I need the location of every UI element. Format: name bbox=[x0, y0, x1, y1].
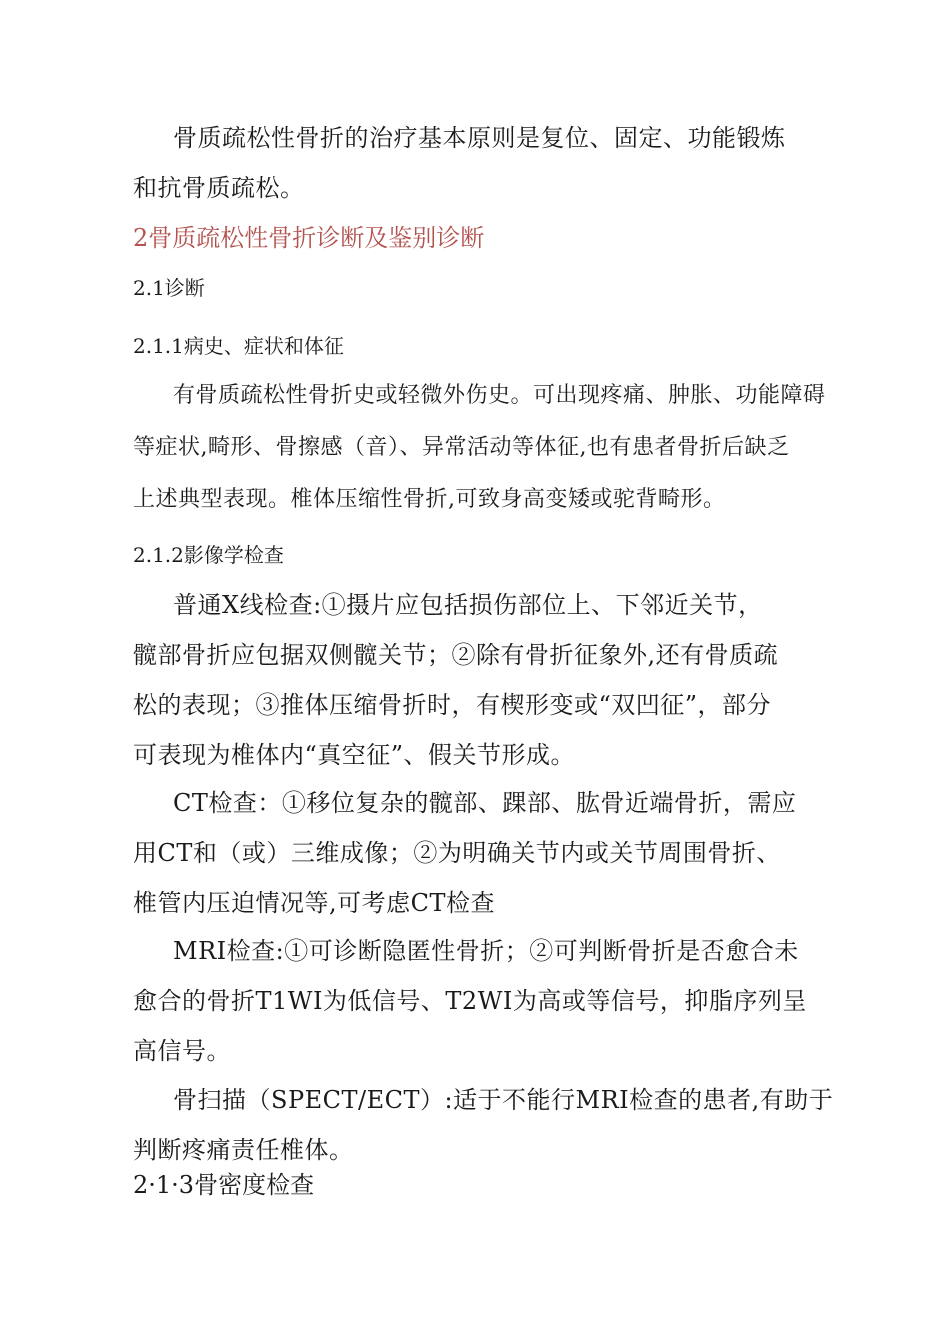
paragraph-line: CT检查：①移位复杂的髋部、踝部、肱骨近端骨折，需应 bbox=[173, 789, 797, 817]
paragraph-line: 椎管内压迫情况等,可考虑CT检查 bbox=[133, 889, 495, 917]
paragraph-treatment-principles bbox=[133, 113, 833, 213]
paragraph-line: 愈合的骨折T1WI为低信号、T2WI为高或等信号，抑脂序列呈 bbox=[133, 987, 807, 1015]
section-heading-2-1-1: 2.1.1病史、症状和体征 bbox=[133, 334, 344, 358]
paragraph-line: 普通X线检查:①摄片应包括损伤部位上、下邻近关节， bbox=[173, 591, 763, 619]
section-heading-2-1: 2.1诊断 bbox=[133, 276, 205, 300]
paragraph-ct bbox=[133, 778, 833, 928]
paragraph-line: 有骨质疏松性骨折史或轻微外伤史。可出现疼痛、肿胀、功能障碍 bbox=[173, 383, 826, 408]
paragraph-history-symptoms bbox=[133, 370, 833, 526]
paragraph-line: 松的表现；③推体压缩骨折时，有楔形变或“双凹征”，部分 bbox=[133, 691, 772, 719]
paragraph-bone-scan bbox=[133, 1075, 833, 1175]
paragraph-mri bbox=[133, 926, 833, 1076]
section-heading-2-1-3: 2·1·3骨密度检查 bbox=[133, 1171, 315, 1199]
paragraph-line: 和抗骨质疏松。 bbox=[133, 174, 305, 202]
paragraph-line: 骨扫描（SPECT/ECT）:适于不能行MRI检查的患者,有助于 bbox=[173, 1086, 834, 1114]
section-heading-2: 2骨质疏松性骨折诊断及鉴别诊断 bbox=[133, 224, 485, 252]
paragraph-line: 用CT和（或）三维成像；②为明确关节内或关节周围骨折、 bbox=[133, 839, 781, 867]
paragraph-line: 等症状,畸形、骨擦感（音）、异常活动等体征,也有患者骨折后缺乏 bbox=[133, 435, 790, 460]
paragraph-line: MRI检查:①可诊断隐匿性骨折；②可判断骨折是否愈合未 bbox=[173, 937, 799, 965]
paragraph-line: 高信号。 bbox=[133, 1037, 231, 1065]
paragraph-line: 可表现为椎体内“真空征”、假关节形成。 bbox=[133, 741, 576, 769]
paragraph-xray bbox=[133, 580, 833, 780]
paragraph-line: 髋部骨折应包据双侧髋关节；②除有骨折征象外,还有骨质疏 bbox=[133, 641, 779, 669]
paragraph-line: 判断疼痛责任椎体。 bbox=[133, 1136, 354, 1164]
paragraph-line: 骨质疏松性骨折的治疗基本原则是复位、固定、功能锻炼 bbox=[173, 124, 786, 152]
paragraph-line: 上述典型表现。椎体压缩性骨折,可致身高变矮或驼背畸形。 bbox=[133, 487, 726, 512]
section-heading-2-1-2: 2.1.2影像学检查 bbox=[133, 543, 284, 567]
